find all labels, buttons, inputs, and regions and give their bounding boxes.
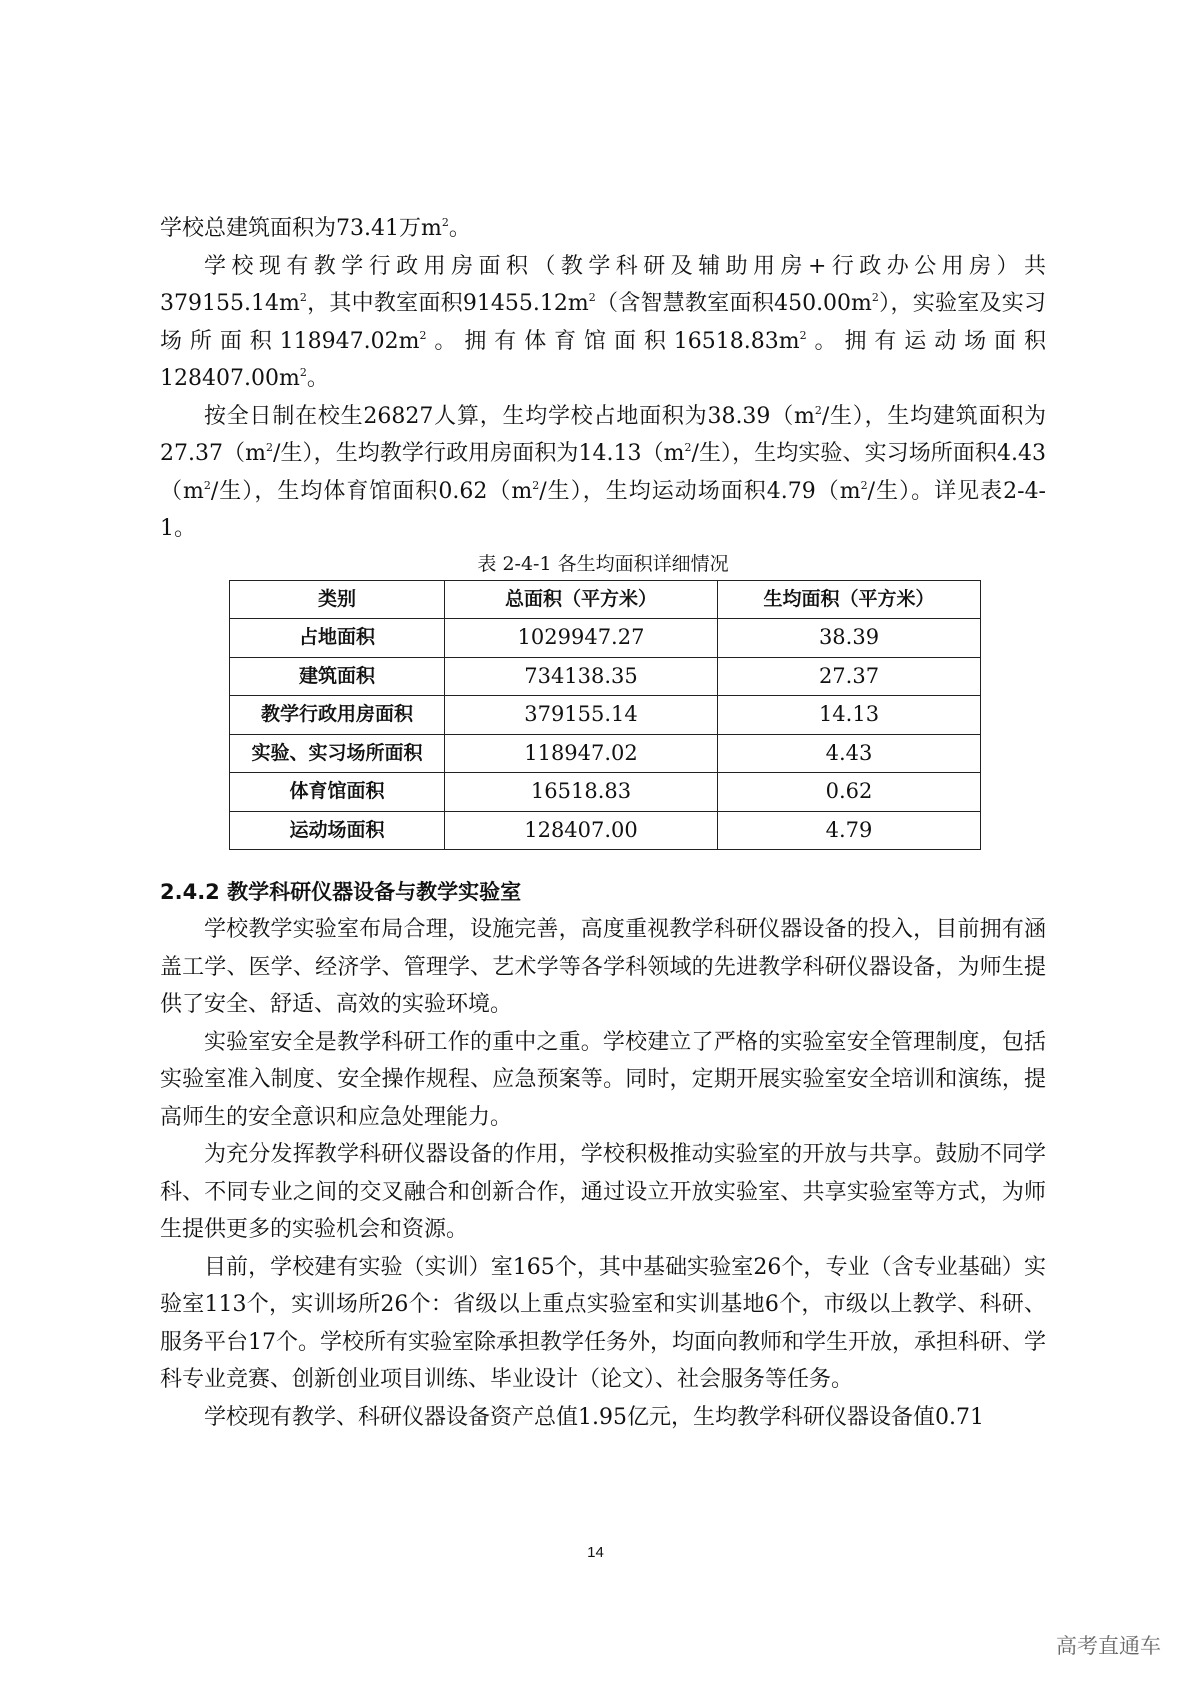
table-cell-total-area: 128407.00 xyxy=(445,811,718,850)
column-header-category: 类别 xyxy=(230,580,445,619)
paragraph-teaching-admin-area: 学校现有教学行政用房面积（教学科研及辅助用房+行政办公用房）共$379155.14m^2$，其中教室面积$91455.12m^2$（含智慧教室面积$450.00m^2$），实验室及实习场所面积$118947.02m^2$。拥有体育馆面积$16518.83m^2$。拥有运动场面积$128407.00m^2$。 xyxy=(160,253,1046,391)
table-cell-per-student-area: 38.39 xyxy=(718,619,981,658)
table-cell-total-area: 118947.02 xyxy=(445,734,718,773)
table-cell-category: 建筑面积 xyxy=(230,657,445,696)
paragraph-lab-sharing: 为充分发挥教学科研仪器设备的作用，学校积极推动实验室的开放与共享。鼓励不同学科、不同专业之间的交叉融合和创新合作，通过设立开放实验室、共享实验室等方式，为师生提供更多的实验机会和资源。 xyxy=(160,1142,1046,1242)
section-heading: 2.4.2 教学科研仪器设备与教学实验室 xyxy=(160,880,522,904)
page-content xyxy=(160,210,1046,1436)
paragraph-lab-safety: 实验室安全是教学科研工作的重中之重。学校建立了严格的实验室安全管理制度，包括实验室准入制度、安全操作规程、应急预案等。同时，定期开展实验室安全培训和演练，提高师生的安全意识和应急处理能力。 xyxy=(160,1029,1046,1130)
table-cell-category: 教学行政用房面积 xyxy=(230,696,445,735)
paragraph-equipment-value: 学校现有教学、科研仪器设备资产总值1.95亿元，生均教学科研仪器设备值0.71 xyxy=(204,1404,984,1430)
table-caption: 表 2-4-1 各生均面积详细情况 xyxy=(477,552,729,575)
table-row xyxy=(230,811,981,850)
watermark: 高考直通车 xyxy=(1056,1634,1161,1658)
table-row xyxy=(230,734,981,773)
table-cell-total-area: 379155.14 xyxy=(445,696,718,735)
paragraph-lab-layout: 学校教学实验室布局合理，设施完善，高度重视教学科研仪器设备的投入，目前拥有涵盖工学、医学、经济学、管理学、艺术学等各学科领域的先进教学科研仪器设备，为师生提供了安全、舒适、高效的实验环境。 xyxy=(160,917,1046,1017)
area-table xyxy=(229,580,981,851)
column-header-per-student-area: 生均面积（平方米） xyxy=(718,580,981,619)
table-cell-per-student-area: 4.43 xyxy=(718,734,981,773)
table-cell-total-area: 734138.35 xyxy=(445,657,718,696)
table-row xyxy=(230,773,981,812)
table-cell-per-student-area: 4.79 xyxy=(718,811,981,850)
table-cell-total-area: 16518.83 xyxy=(445,773,718,812)
page-number: 14 xyxy=(587,1544,604,1561)
table-row xyxy=(230,696,981,735)
paragraph-per-student-area: 按全日制在校生26827人算，生均学校占地面积为$38.39(m^2/$生），生均建筑面积为$27.37(m^2/$生），生均教学行政用房面积为$14.13(m^2/$生），生均实验、实习场所面积$4.43(m^2/$生），生均体育馆面积$0.62(m^2/$生），生均运动场面积$4.79(m^2/$生）。详见表2-4-1。 xyxy=(160,403,1046,541)
column-header-total-area: 总面积（平方米） xyxy=(445,580,718,619)
table-cell-per-student-area: 14.13 xyxy=(718,696,981,735)
table-cell-category: 实验、实习场所面积 xyxy=(230,734,445,773)
table-row xyxy=(230,657,981,696)
table-cell-per-student-area: 27.37 xyxy=(718,657,981,696)
table-cell-category: 占地面积 xyxy=(230,619,445,658)
paragraph-total-building-area: 学校总建筑面积为73.41万$m^2$。 xyxy=(160,216,471,241)
table-header-row xyxy=(230,580,981,619)
table-cell-category: 体育馆面积 xyxy=(230,773,445,812)
paragraph-lab-counts: 目前，学校建有实验（实训）室165个，其中基础实验室26个，专业（含专业基础）实验室113个，实训场所26个：省级以上重点实验室和实训基地6个，市级以上教学、科研、服务平台17个。学校所有实验室除承担教学任务外，均面向教师和学生开放，承担科研、学科专业竞赛、创新创业项目训练、毕业设计（论文）、社会服务等任务。 xyxy=(160,1254,1046,1392)
table-cell-category: 运动场面积 xyxy=(230,811,445,850)
table-cell-total-area: 1029947.27 xyxy=(445,619,718,658)
table-cell-per-student-area: 0.62 xyxy=(718,773,981,812)
table-row xyxy=(230,619,981,658)
